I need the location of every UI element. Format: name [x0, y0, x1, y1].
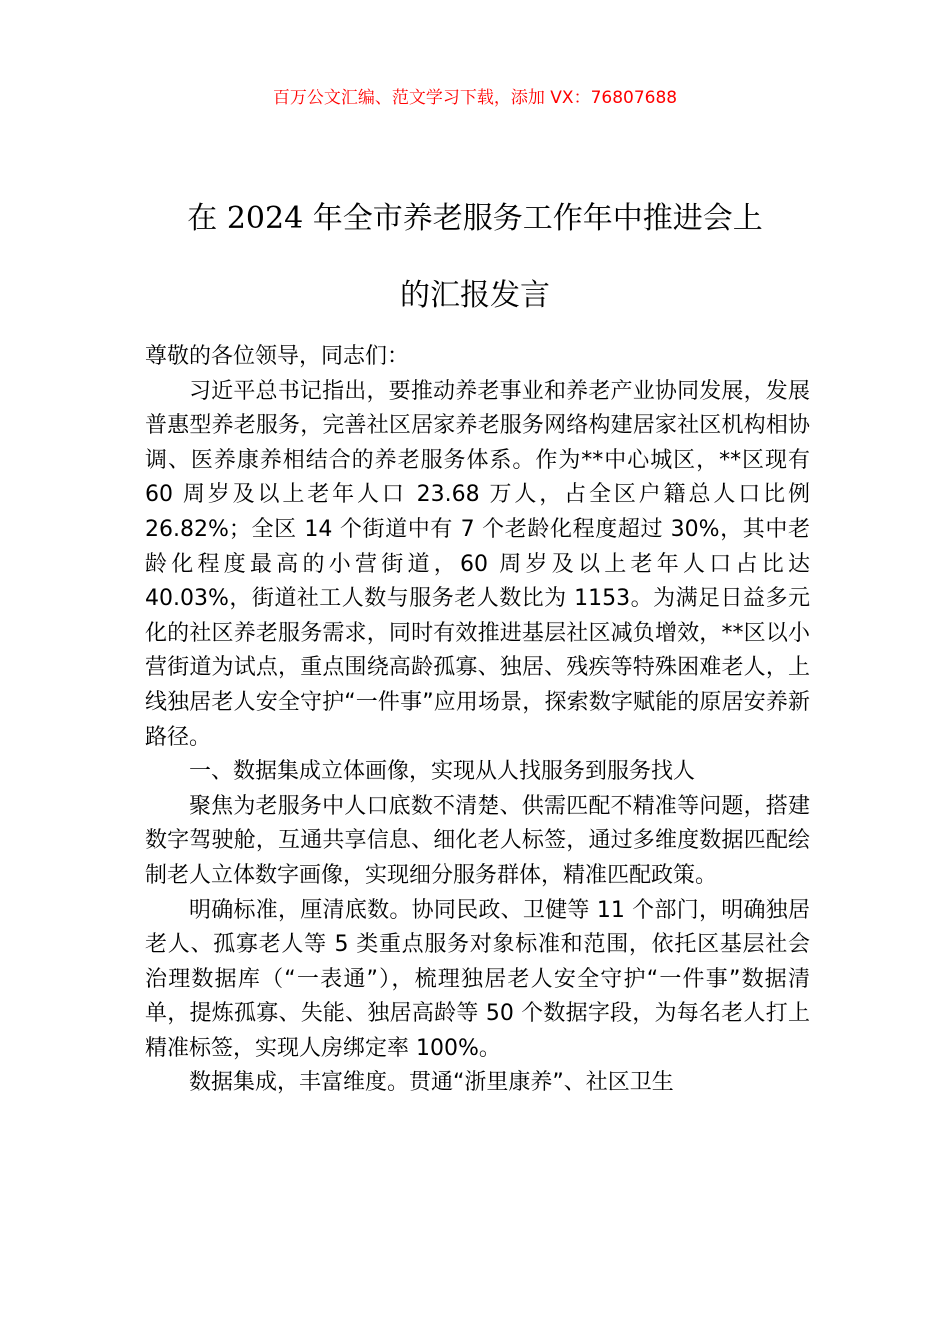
body-paragraph: 习近平总书记指出，要推动养老事业和养老产业协同发展，发展普惠型养老服务，完善社区居家养老服务网络构建居家社区机构相协调、医养康养相结合的养老服务体系。作为**中心城区，**区现有 60 周岁及以上老年人口 23.68 万人，占全区户籍总人口比例 26.82%；全区 14 个街道中有 7 个老龄化程度超过 30%，其中老龄化程度最高的小营街道，60 周岁及以上老年人口占比达 40.03%，街道社工人数与服务老人数比为 1153。为满足日益多元化的社区养老服务需求，同时有效推进基层社区减负增效，**区以小营街道为试点，重点围绕高龄孤寡、独居、残疾等特殊困难老人，上线独居老人安全守护“一件事”应用场景，探索数字赋能的原居安养新路径。: [145, 378, 810, 750]
salutation: 尊敬的各位领导，同志们：: [145, 344, 410, 369]
title-line-1: 在 2024 年全市养老服务工作年中推进会上: [187, 201, 763, 237]
body-paragraph: 数据集成，丰富维度。贯通“浙里康养”、社区卫生: [189, 1070, 674, 1096]
watermark-text: 百万公文汇编、范文学习下载，添加 VX：76807688: [272, 88, 678, 108]
title-line-2: 的汇报发言: [400, 278, 550, 314]
body-paragraph: 明确标准，厘清底数。协同民政、卫健等 11 个部门，明确独居老人、孤寡老人等 5 类重点服务对象标准和范围，依托区基层社会治理数据库（“一表通”），梳理独居老人安全守护“一件事”数据清单，提炼孤寡、失能、独居高龄等 50 个数据字段，为每名老人打上精准标签，实现人房绑定率 100%。: [145, 897, 810, 1061]
section-heading: 一、数据集成立体画像，实现从人找服务到服务找人: [189, 759, 696, 785]
document-title: [120, 180, 830, 334]
body-paragraph: 聚焦为老服务中人口底数不清楚、供需匹配不精准等问题，搭建数字驾驶舱，互通共享信息、细化老人标签，通过多维度数据匹配绘制老人立体数字画像，实现细分服务群体，精准匹配政策。: [145, 793, 810, 888]
document-body: [145, 340, 810, 1101]
